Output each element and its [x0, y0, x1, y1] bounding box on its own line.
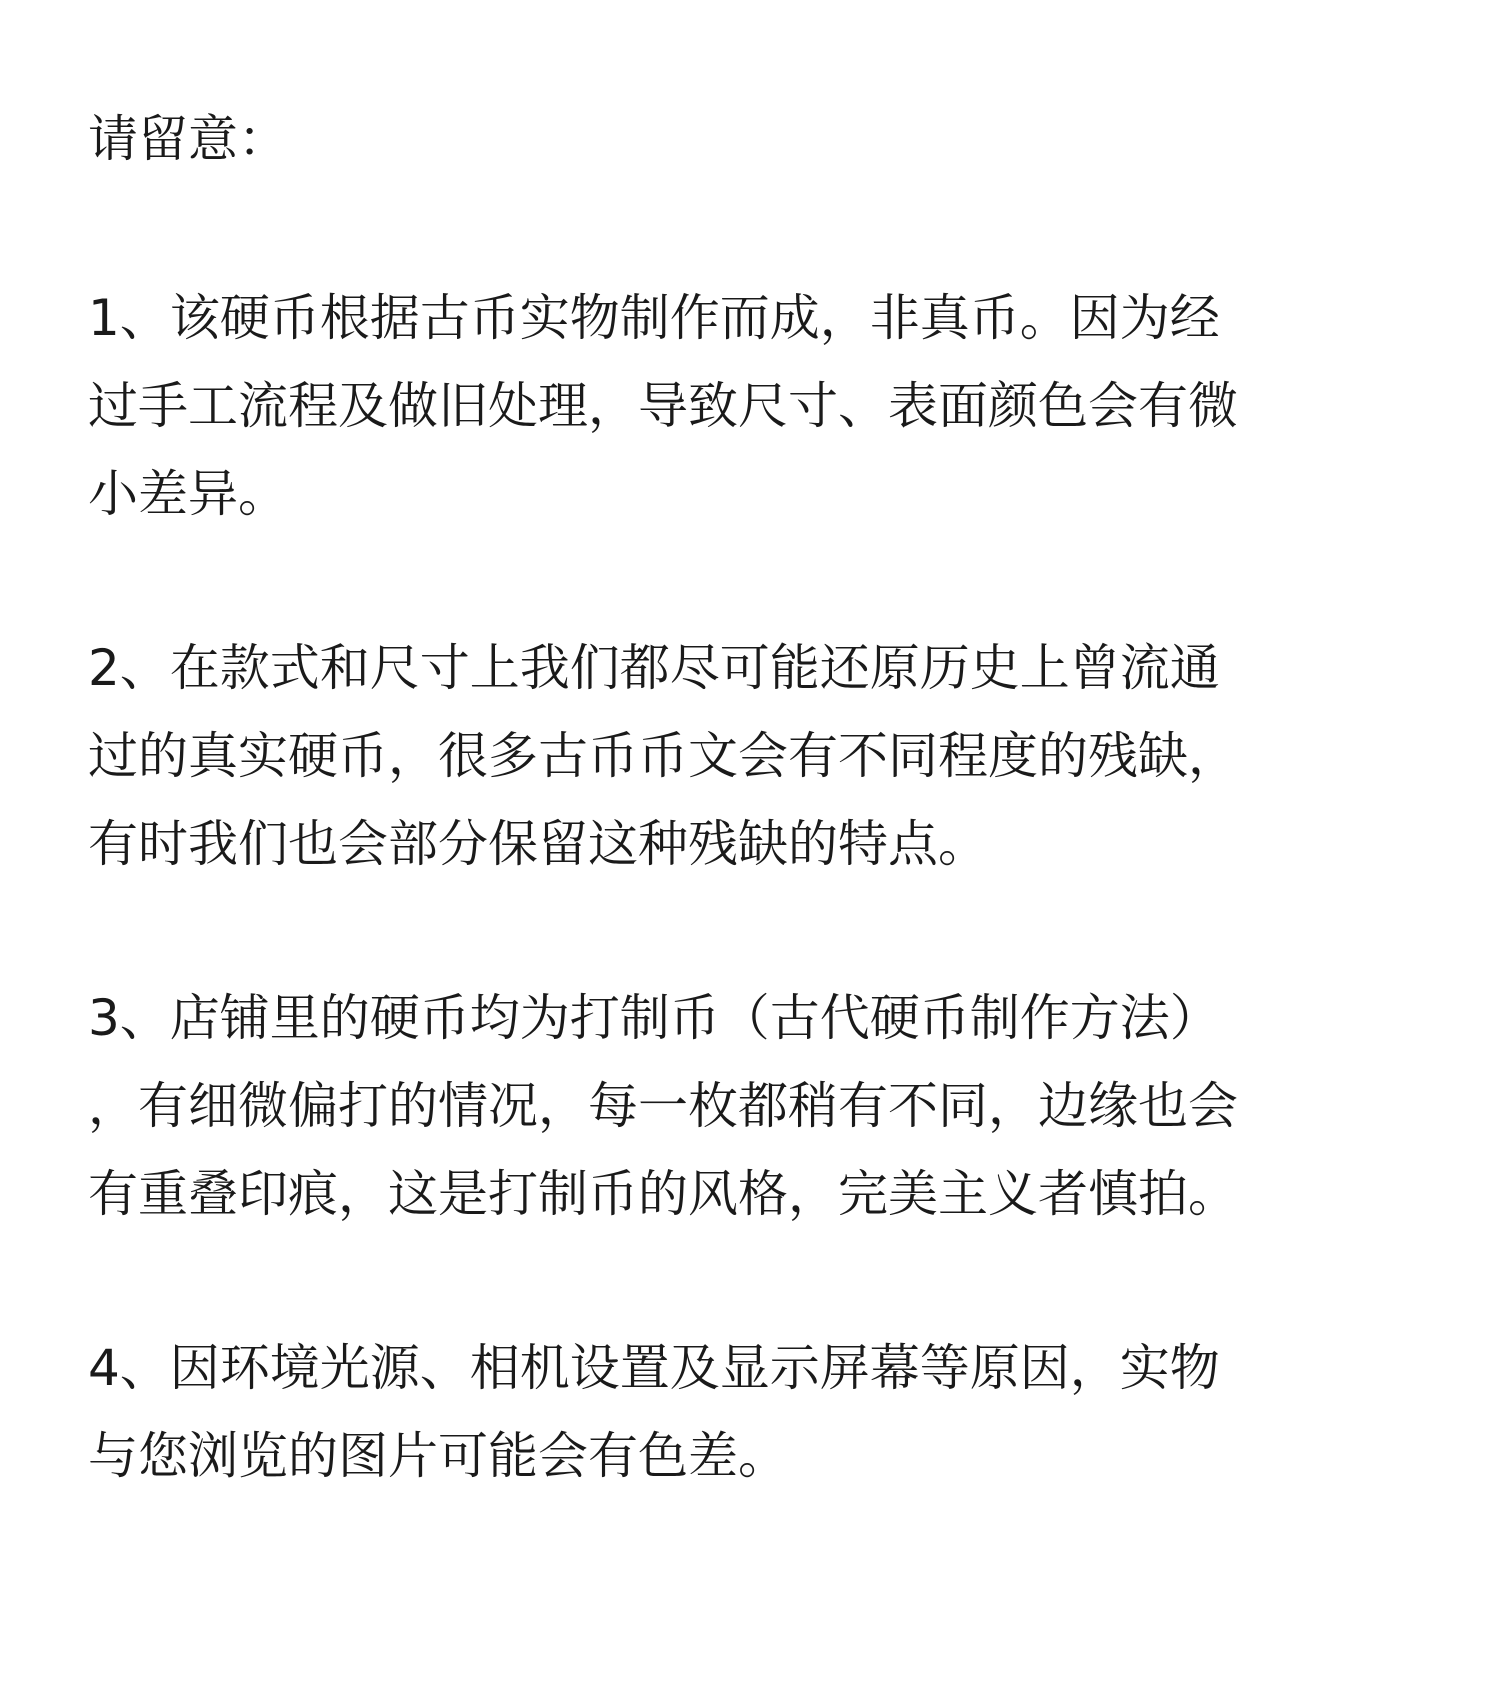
notice-item-3-line-3: 有重叠印痕，这是打制币的风格，完美主义者慎拍。	[88, 1165, 1238, 1223]
notice-item-1-line-1: 1、该硬币根据古币实物制作而成，非真币。因为经	[88, 289, 1220, 347]
notice-item-4-line-2: 与您浏览的图片可能会有色差。	[88, 1427, 788, 1485]
notice-item-4-line-1: 4、因环境光源、相机设置及显示屏幕等原因，实物	[88, 1339, 1220, 1397]
notice-item-3	[88, 974, 1238, 1238]
notice-item-2	[88, 624, 1238, 888]
notice-item-2-line-1: 2、在款式和尺寸上我们都尽可能还原历史上曾流通	[88, 639, 1220, 697]
notice-item-3-line-2: ，有细微偏打的情况，每一枚都稍有不同，边缘也会	[88, 1077, 1238, 1135]
notice-item-3-line-1: 3、店铺里的硬币均为打制币（古代硬币制作方法）	[88, 989, 1220, 1047]
notice-item-4	[88, 1324, 1220, 1500]
notice-title: 请留意：	[88, 110, 288, 168]
notice-item-1	[88, 274, 1238, 538]
notice-item-2-line-2: 过的真实硬币，很多古币币文会有不同程度的残缺，	[88, 727, 1238, 785]
notice-text-block	[88, 96, 1428, 1485]
notice-item-1-line-3: 小差异。	[88, 465, 288, 523]
notice-item-1-line-2: 过手工流程及做旧处理，导致尺寸、表面颜色会有微	[88, 377, 1238, 435]
notice-item-2-line-3: 有时我们也会部分保留这种残缺的特点。	[88, 815, 988, 873]
